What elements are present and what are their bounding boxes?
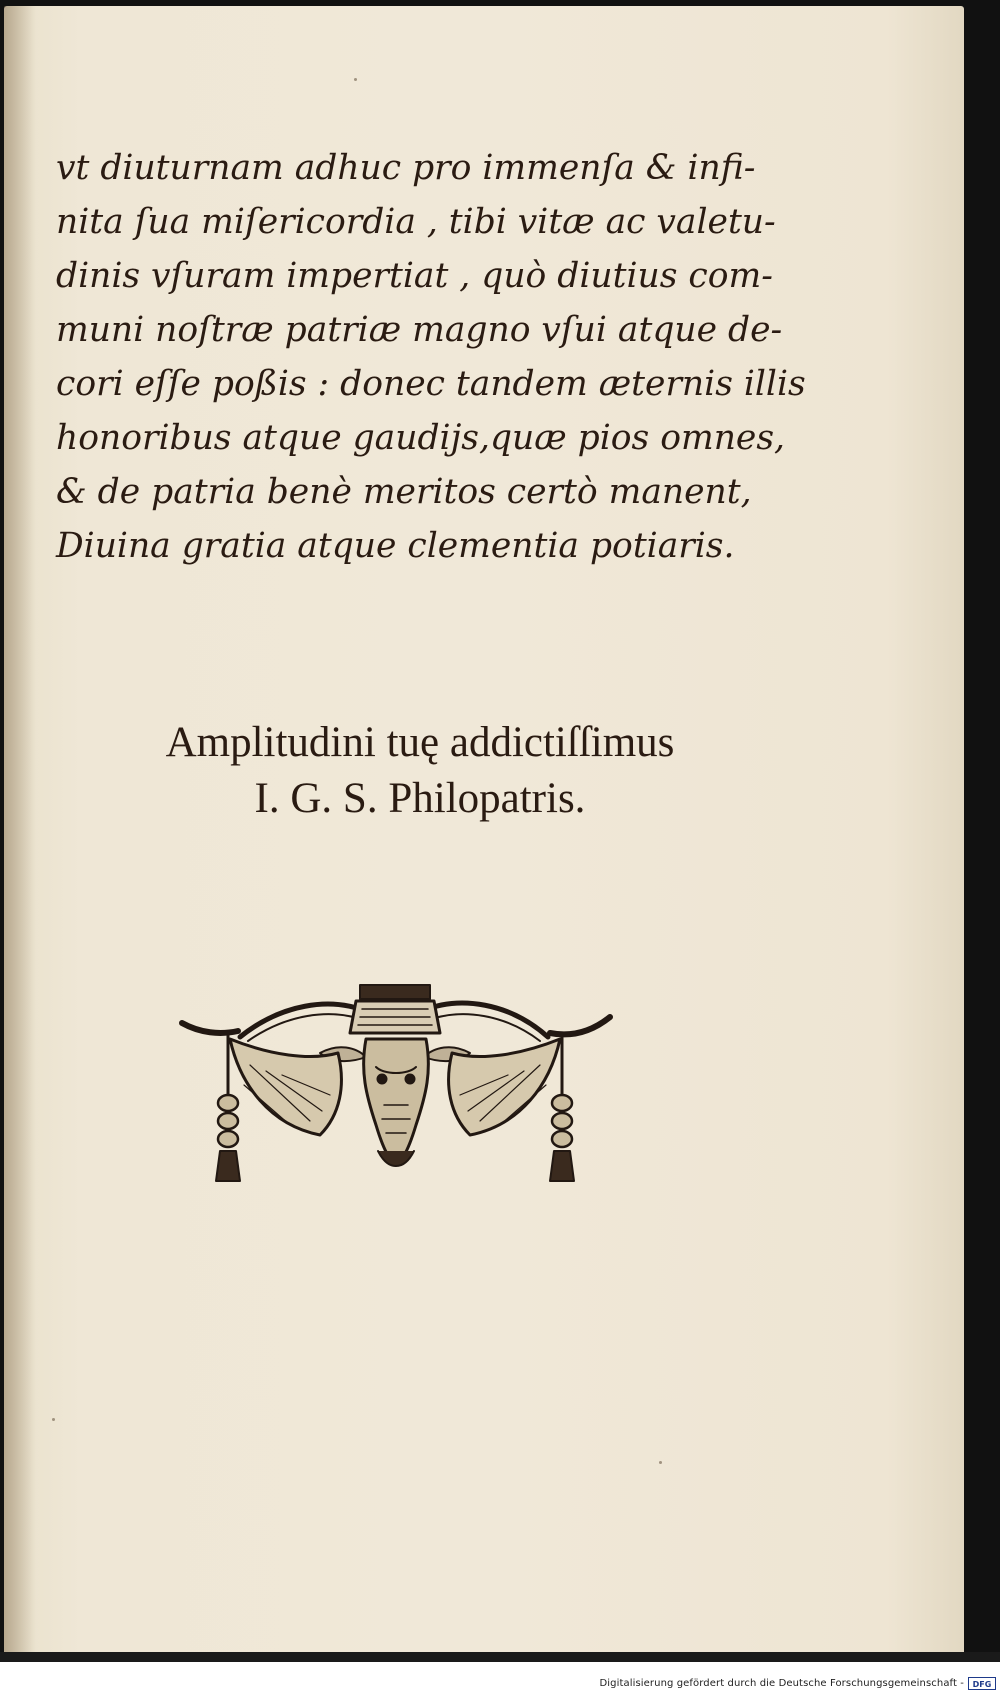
dfg-logo: DFG — [968, 1677, 996, 1690]
paper-speck — [659, 1461, 662, 1464]
text-line: muni noſtræ patriæ magno vſui atque de- — [56, 310, 783, 350]
closing-salutation: Amplitudini tuę addictiſſimus — [165, 719, 675, 766]
left-horn — [182, 1023, 238, 1033]
text-line: dinis vſuram impertiat , quò diutius com- — [56, 256, 773, 296]
text-line: & de patria benè meritos certò manent, — [56, 472, 752, 512]
body-text — [56, 141, 806, 573]
closing-signature — [80, 715, 760, 827]
signature-name: I. G. S. Philopatris. — [254, 775, 586, 822]
gutter-shadow — [4, 6, 36, 1656]
text-line: nita ſua miſericordia , tibi vitæ ac valetu- — [56, 202, 776, 242]
text-line: Diuina gratia atque clementia potiaris. — [56, 526, 735, 566]
ox-skull-with-drapery-icon — [170, 975, 620, 1190]
right-horn — [550, 1017, 610, 1034]
scan-bottom-border — [0, 1652, 1000, 1662]
text-line: vt diuturnam adhuc pro immenſa & infi- — [56, 148, 756, 188]
text-line: cori eſſe poßis : donec tandem æternis illis — [56, 364, 806, 404]
paper-speck — [52, 1418, 55, 1421]
digitization-credit: Digitalisierung gefördert durch die Deutsche Forschungsgemeinschaft - — [599, 1678, 964, 1689]
text-line: honoribus atque gaudijs,quæ pios omnes, — [56, 418, 786, 458]
paper-speck — [354, 78, 357, 81]
